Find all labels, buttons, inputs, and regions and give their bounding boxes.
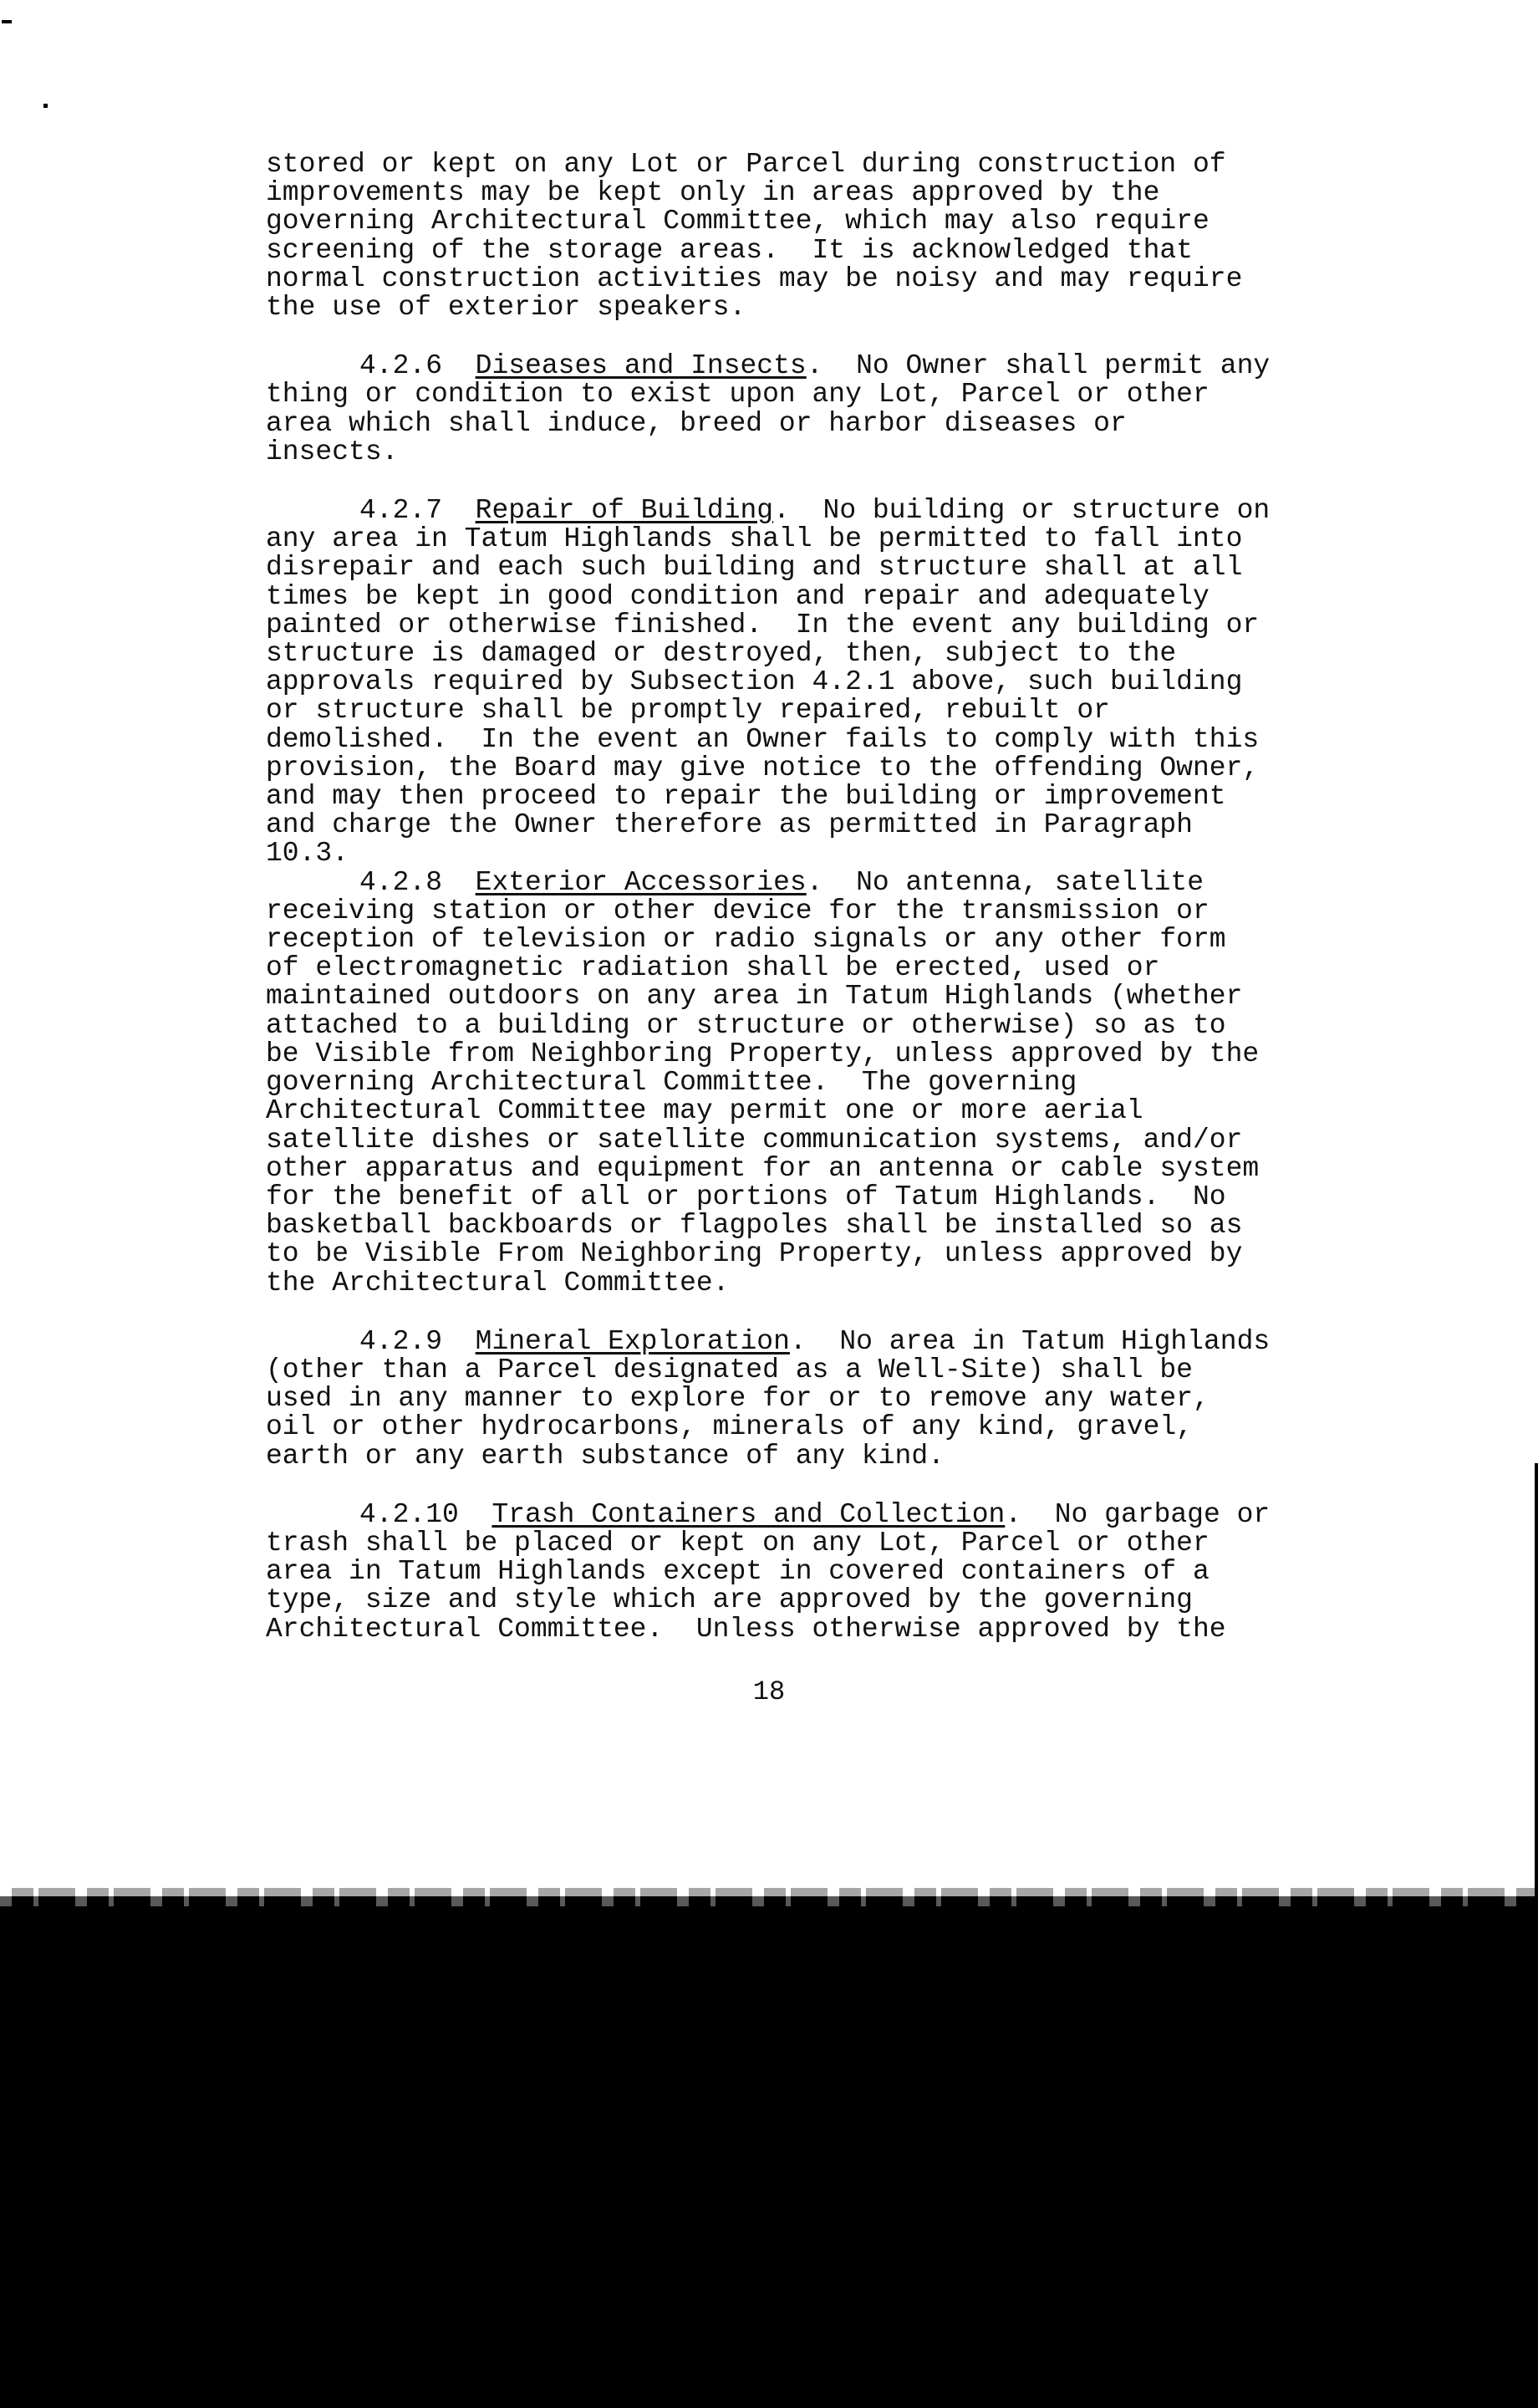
- section-line: and charge the Owner therefore as permitted in Paragraph: [266, 809, 1193, 841]
- section-line: basketball backboards or flagpoles shall be installed so as: [266, 1210, 1243, 1242]
- intro-paragraph: [266, 150, 1386, 322]
- section-title: Repair of Building: [475, 495, 774, 527]
- section-line: disrepair and each such building and structure shall at all: [266, 552, 1243, 584]
- document-body: [266, 150, 1386, 1644]
- section-line: the Architectural Committee.: [266, 1267, 730, 1298]
- section-line: Architectural Committee may permit one or more aerial: [266, 1095, 1143, 1127]
- intro-line: improvements may be kept only in areas approved by the: [266, 177, 1160, 209]
- section-line: type, size and style which are approved by the governing: [266, 1584, 1193, 1616]
- section-title: Mineral Exploration: [475, 1325, 790, 1357]
- section-number: 4.2.8: [359, 866, 443, 898]
- section-line: 10.3.: [266, 838, 349, 870]
- paragraph-gap: [266, 322, 1386, 352]
- section-first-line-text: . No Owner shall permit any: [806, 350, 1271, 382]
- section-line: maintained outdoors on any area in Tatum Highlands (whether: [266, 981, 1243, 1013]
- section-line: to be Visible From Neighboring Property, unless approved by: [266, 1238, 1243, 1270]
- section-line: and may then proceed to repair the building or improvement: [266, 781, 1226, 813]
- section-4-2-9: [266, 1325, 1386, 1472]
- intro-line: stored or kept on any Lot or Parcel during construction of: [266, 149, 1226, 180]
- section-line: trash shall be placed or kept on any Lot, Parcel or other: [266, 1527, 1210, 1559]
- section-line: used in any manner to explore for or to remove any water,: [266, 1383, 1210, 1415]
- section-line: any area in Tatum Highlands shall be permitted to fall into: [266, 523, 1243, 555]
- section-line: or structure shall be promptly repaired, rebuilt or: [266, 695, 1110, 727]
- section-title: Trash Containers and Collection: [491, 1498, 1006, 1530]
- section-heading-line: [266, 1498, 1386, 1530]
- section-line: other apparatus and equipment for an antenna or cable system: [266, 1152, 1260, 1184]
- section-heading-line: [266, 352, 1386, 380]
- section-number: 4.2.6: [359, 350, 443, 382]
- section-number: 4.2.10: [359, 1498, 459, 1530]
- intro-line: screening of the storage areas. It is acknowledged that: [266, 234, 1193, 266]
- scan-page-edge: [0, 1888, 1538, 1906]
- section-line: times be kept in good condition and repair and adequately: [266, 580, 1210, 612]
- section-first-line-text: . No area in Tatum Highlands: [789, 1325, 1271, 1357]
- section-line: receiving station or other device for the transmission or: [266, 895, 1210, 926]
- section-line: area which shall induce, breed or harbor diseases or: [266, 407, 1127, 439]
- section-heading-line: [266, 866, 1386, 898]
- section-title: Exterior Accessories: [475, 866, 807, 898]
- section-line: approvals required by Subsection 4.2.1 above, such building: [266, 666, 1243, 698]
- section-number: 4.2.9: [359, 1325, 443, 1357]
- scan-speck: [2, 20, 12, 23]
- section-line: provision, the Board may give notice to the offending Owner,: [266, 752, 1260, 783]
- section-line: reception of television or radio signals or any other form: [266, 924, 1226, 956]
- section-line: Architectural Committee. Unless otherwise approved by the: [266, 1613, 1226, 1645]
- section-line: oil or other hydrocarbons, minerals of any kind, gravel,: [266, 1411, 1193, 1443]
- intro-line: the use of exterior speakers.: [266, 292, 746, 324]
- section-title: Diseases and Insects: [475, 350, 807, 382]
- section-heading-line: [266, 497, 1386, 525]
- section-line: satellite dishes or satellite communication systems, and/or: [266, 1124, 1243, 1156]
- section-first-line-text: . No garbage or: [1005, 1498, 1271, 1530]
- section-line: area in Tatum Highlands except in covered containers of a: [266, 1556, 1210, 1588]
- section-number: 4.2.7: [359, 495, 443, 527]
- section-line: governing Architectural Committee. The governing: [266, 1067, 1077, 1099]
- section-4-2-7: [266, 497, 1386, 869]
- section-line: be Visible from Neighboring Property, unless approved by the: [266, 1038, 1260, 1069]
- section-line: structure is damaged or destroyed, then, subject to the: [266, 638, 1177, 670]
- intro-line: governing Architectural Committee, which may also require: [266, 206, 1210, 237]
- section-4-2-10: [266, 1498, 1386, 1645]
- page-number: 18: [752, 1676, 786, 1707]
- paragraph-gap: [266, 1471, 1386, 1501]
- section-first-line-text: . No building or structure on: [773, 495, 1271, 527]
- section-heading-line: [266, 1325, 1386, 1357]
- scan-speck: [43, 104, 48, 108]
- section-first-line-text: . No antenna, satellite: [806, 866, 1204, 898]
- section-4-2-8: [266, 866, 1386, 1298]
- paragraph-gap: [266, 1298, 1386, 1328]
- section-line: of electromagnetic radiation shall be erected, used or: [266, 952, 1160, 984]
- section-line: (other than a Parcel designated as a Well-Site) shall be: [266, 1354, 1193, 1385]
- section-line: painted or otherwise finished. In the event any building or: [266, 609, 1260, 640]
- section-line: insects.: [266, 436, 399, 467]
- section-4-2-6: [266, 352, 1386, 467]
- section-line: earth or any earth substance of any kind.: [266, 1440, 945, 1472]
- intro-line: normal construction activities may be noisy and may require: [266, 263, 1243, 294]
- section-line: thing or condition to exist upon any Lot, Parcel or other: [266, 379, 1210, 411]
- section-line: attached to a building or structure or otherwise) so as to: [266, 1009, 1226, 1041]
- scan-edge-shadow: [1535, 1463, 1538, 1896]
- section-line: for the benefit of all or portions of Tatum Highlands. No: [266, 1181, 1226, 1212]
- paragraph-gap: [266, 467, 1386, 497]
- section-line: demolished. In the event an Owner fails to comply with this: [266, 723, 1260, 755]
